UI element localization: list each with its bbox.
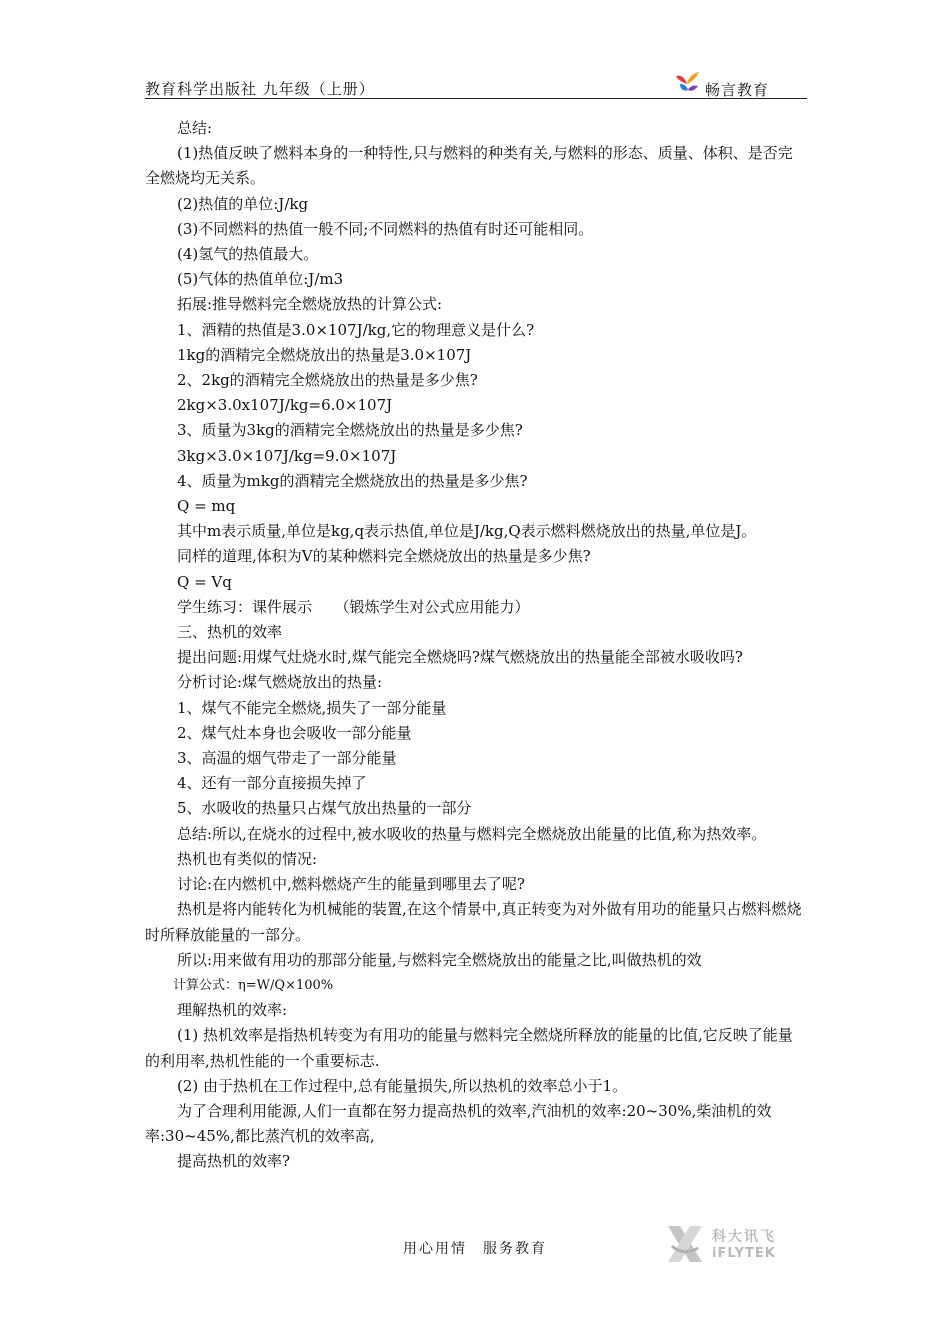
- paragraph: 3kg×3.0×107J/kg=9.0×107J: [177, 446, 397, 465]
- iflytek-x-logo-icon: [664, 1222, 706, 1266]
- paragraph: 1、煤气不能完全燃烧,损失了一部分能量: [177, 698, 447, 717]
- section-heading: 三、热机的效率: [177, 623, 283, 642]
- paragraph: (1)热值反映了燃料本身的一种特性,只与燃料的种类有关,与燃料的形态、质量、体积、是否完全燃烧均无关系。: [145, 144, 793, 188]
- paragraph: 讨论:在内燃机中,燃料燃烧产生的能量到哪里去了呢?: [177, 875, 525, 894]
- paragraph: (3)不同燃料的热值一般不同;不同燃料的热值有时还可能相同。: [177, 219, 594, 238]
- watermark-cn-text: 科大讯飞: [712, 1229, 776, 1245]
- paragraph: 所以:用来做有用功的那部分能量,与燃料完全燃烧放出的能量之比,叫做热机的效: [177, 950, 702, 969]
- bird-logo-icon: [672, 70, 702, 96]
- paragraph: 5、水吸收的热量只占煤气放出热量的一部分: [177, 799, 472, 818]
- paragraph: 1kg的酒精完全燃烧放出的热量是3.0×107J: [177, 345, 472, 364]
- paragraph: 理解热机的效率:: [177, 1001, 288, 1020]
- paragraph: 热机是将内能转化为机械能的装置,在这个情景中,真正转变为对外做有用功的能量只占燃料燃烧时所释放能量的一部分。: [145, 900, 802, 944]
- paragraph: 分析讨论:煤气燃烧放出的热量:: [177, 673, 383, 692]
- paragraph: 2、2kg的酒精完全燃烧放出的热量是多少焦?: [177, 371, 478, 390]
- watermark-en-text: iFLYTEK: [712, 1246, 776, 1261]
- lesson-content: [145, 116, 807, 1175]
- paragraph: 拓展:推导燃料完全燃烧放热的计算公式:: [177, 295, 443, 314]
- paragraph: 1、酒精的热值是3.0×107J/kg,它的物理意义是什么?: [177, 320, 535, 339]
- paragraph: 4、质量为mkg的酒精完全燃烧放出的热量是多少焦?: [177, 471, 528, 490]
- brand-name: 畅言教育: [705, 81, 770, 99]
- paragraph: 提出问题:用煤气灶烧水时,煤气能完全燃烧吗?煤气燃烧放出的热量能全部被水吸收吗?: [177, 648, 743, 667]
- paragraph: (1) 热机效率是指热机转变为有用功的能量与燃料完全燃烧所释放的能量的比值,它反映了能量的利用率,热机性能的一个重要标志.: [145, 1026, 793, 1070]
- publisher-grade-label: 教育科学出版社 九年级（上册）: [145, 80, 375, 98]
- iflytek-watermark: [664, 1220, 794, 1270]
- paragraph: 为了合理利用能源,人们一直都在努力提高热机的效率,汽油机的效率:20~30%,柴油机的效率:30~45%,都比蒸汽机的效率高,: [145, 1101, 772, 1146]
- paragraph: (5)气体的热值单位:J/m3: [177, 270, 344, 289]
- page-footer-slogan: 用心用情 服务教育: [403, 1241, 547, 1257]
- paragraph: (4)氢气的热值最大。: [177, 245, 319, 264]
- paragraph: 同样的道理,体积为V的某种燃料完全燃烧放出的热量是多少焦?: [177, 547, 591, 566]
- paragraph: 总结:所以,在烧水的过程中,被水吸收的热量与燃料完全燃烧放出能量的比值,称为热效率。: [177, 824, 767, 843]
- paragraph: 总结:: [177, 119, 213, 137]
- paragraph: 2kg×3.0x107J/kg=6.0×107J: [177, 396, 393, 415]
- paragraph: 3、高温的烟气带走了一部分能量: [177, 749, 397, 768]
- paragraph: 其中m表示质量,单位是kg,q表示热值,单位是J/kg,Q表示燃料燃烧放出的热量,单位是J。: [177, 522, 757, 541]
- paragraph: (2)热值的单位:J/kg: [177, 194, 309, 213]
- formula: Q = Vq: [177, 572, 232, 591]
- formula: Q = mq: [177, 497, 236, 516]
- paragraph: 4、还有一部分直接损失掉了: [177, 774, 367, 793]
- paragraph: 热机也有类似的情况:: [177, 849, 318, 868]
- page-header: [145, 70, 807, 99]
- paragraph: 3、质量为3kg的酒精完全燃烧放出的热量是多少焦?: [177, 421, 523, 440]
- paragraph: 提高热机的效率?: [177, 1152, 291, 1171]
- paragraph: (2) 由于热机在工作过程中,总有能量损失,所以热机的效率总小于1。: [177, 1076, 628, 1095]
- paragraph: 学生练习：课件展示 （锻炼学生对公式应用能力）: [177, 597, 530, 616]
- efficiency-formula: 计算公式：η=W/Q×100%: [173, 977, 334, 993]
- paragraph: 2、煤气灶本身也会吸收一部分能量: [177, 723, 412, 742]
